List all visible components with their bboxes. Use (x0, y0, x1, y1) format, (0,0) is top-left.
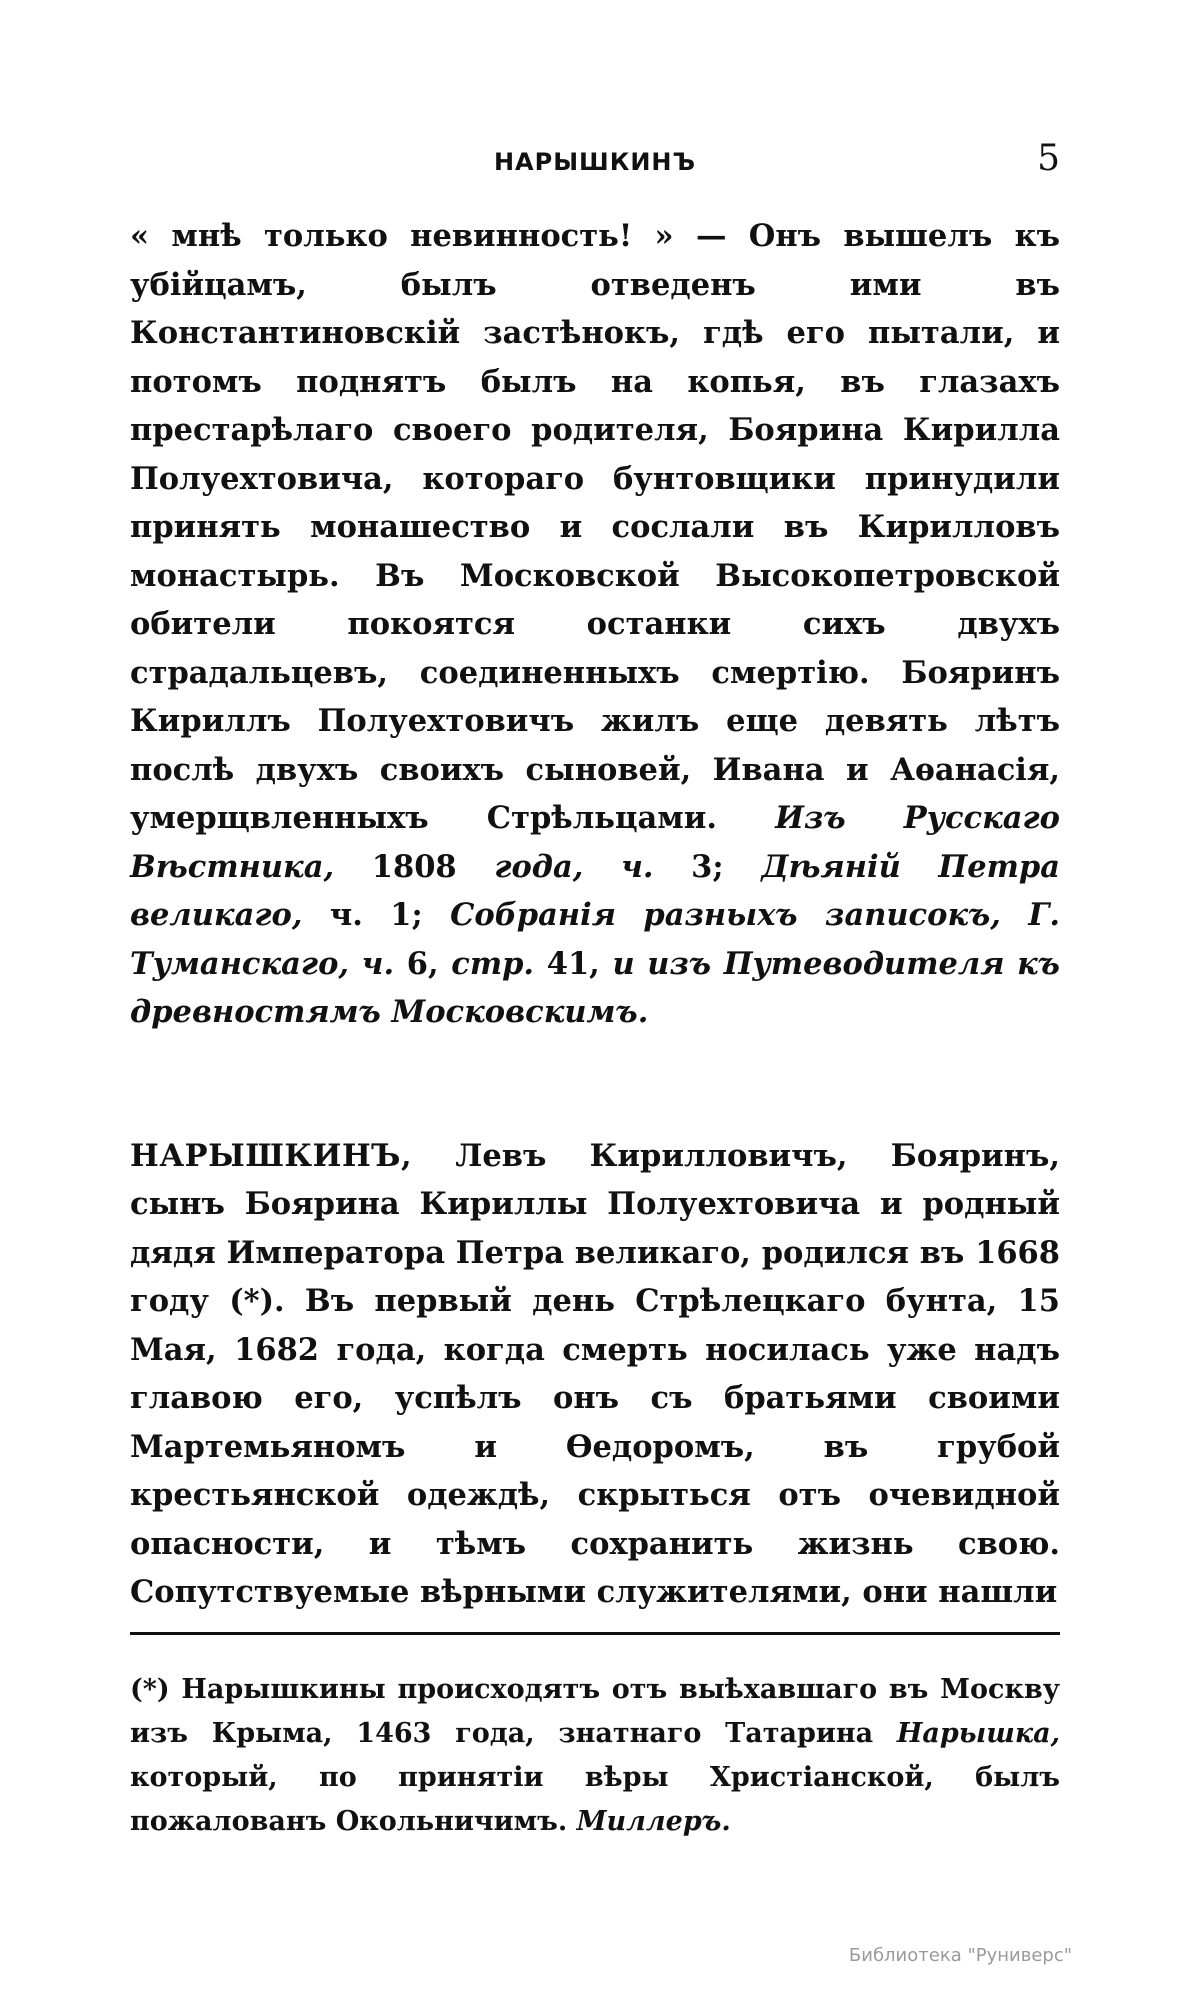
source-4: и изъ Путеводителя къ древностямъ Московскимъ. (130, 945, 1060, 1030)
running-head: НАРЫШКИНЪ (493, 148, 697, 176)
entry-heading: НАРЫШКИНЪ, (130, 1137, 413, 1174)
source-1-year: года, ч. (494, 848, 654, 885)
library-watermark: Библиотека "Руниверс" (848, 1945, 1072, 1966)
page-number: 5 (1037, 138, 1060, 179)
paragraph-2 (130, 1132, 1060, 1617)
paragraph-1 (130, 212, 1060, 1037)
source-1-vol: 3; (653, 848, 762, 885)
source-3-vol: 6, (394, 945, 452, 982)
footnote-text: (*) Нарышкины происходятъ отъ выѣхавшаго въ Москву изъ Крыма, 1463 года, знатнаго Татарина (130, 1674, 1060, 1749)
footnote-author: Миллеръ. (576, 1806, 731, 1837)
body-text (130, 212, 1060, 1617)
source-3-num: 41, (534, 945, 613, 982)
source-1: Изъ Русскаго Вѣстника, (130, 800, 1060, 885)
page-header (130, 138, 1060, 188)
footnote-rule (130, 1632, 1060, 1635)
footnote-text-2: который, по принятіи вѣры Христіанской, былъ пожалованъ Окольничимъ. (130, 1762, 1060, 1837)
source-2-vol: ч. 1; (302, 897, 451, 933)
footnote-name: Нарышка, (896, 1718, 1060, 1749)
source-3: Собранія разныхъ записокъ, Г. Туманскаго, ч. (130, 897, 1060, 982)
paragraph-1-text: « мнѣ только невинность! » — Онъ вышелъ къ убійцамъ, былъ отведенъ ими въ Константиновскій застѣнокъ, гдѣ его пытали, и потомъ поднятъ былъ на копья, въ глазахъ престарѣлаго своего родителя, Боярина Кирилла Полуехтовича, котораго бунтовщики принудили принять монашество и сослали въ Кирилловъ монастырь. Въ Московской Высокопетровской обители покоятся останки сихъ двухъ страдальцевъ, соединенныхъ смертію. Бояринъ Кириллъ Полуехтовичъ жилъ еще девять лѣтъ послѣ двухъ своихъ сыновей, Ивана и Аѳанасія, умерщвленныхъ Стрѣльцами. (130, 218, 1060, 836)
source-1-rest: 1808 (334, 848, 495, 885)
source-2: Дѣяній Петра великаго, (130, 848, 1060, 933)
footnote (130, 1668, 1060, 1844)
source-3-page: стр. (451, 945, 535, 982)
paragraph-2-text: Левъ Кирилловичъ, Бояринъ, сынъ Боярина Кириллы Полуехтовича и родный дядя Императора Петра великаго, родился въ 1668 году (*). Въ первый день Стрѣлецкаго бунта, 15 Мая, 1682 года, когда смерть носилась уже надъ главою его, успѣлъ онъ съ братьями своими Мартемьяномъ и Ѳедоромъ, въ грубой крестьянской одеждѣ, скрыться отъ очевидной опасности, и тѣмъ сохранить жизнь свою. Сопутствуемые вѣрными служителями, они нашли (130, 1137, 1060, 1610)
